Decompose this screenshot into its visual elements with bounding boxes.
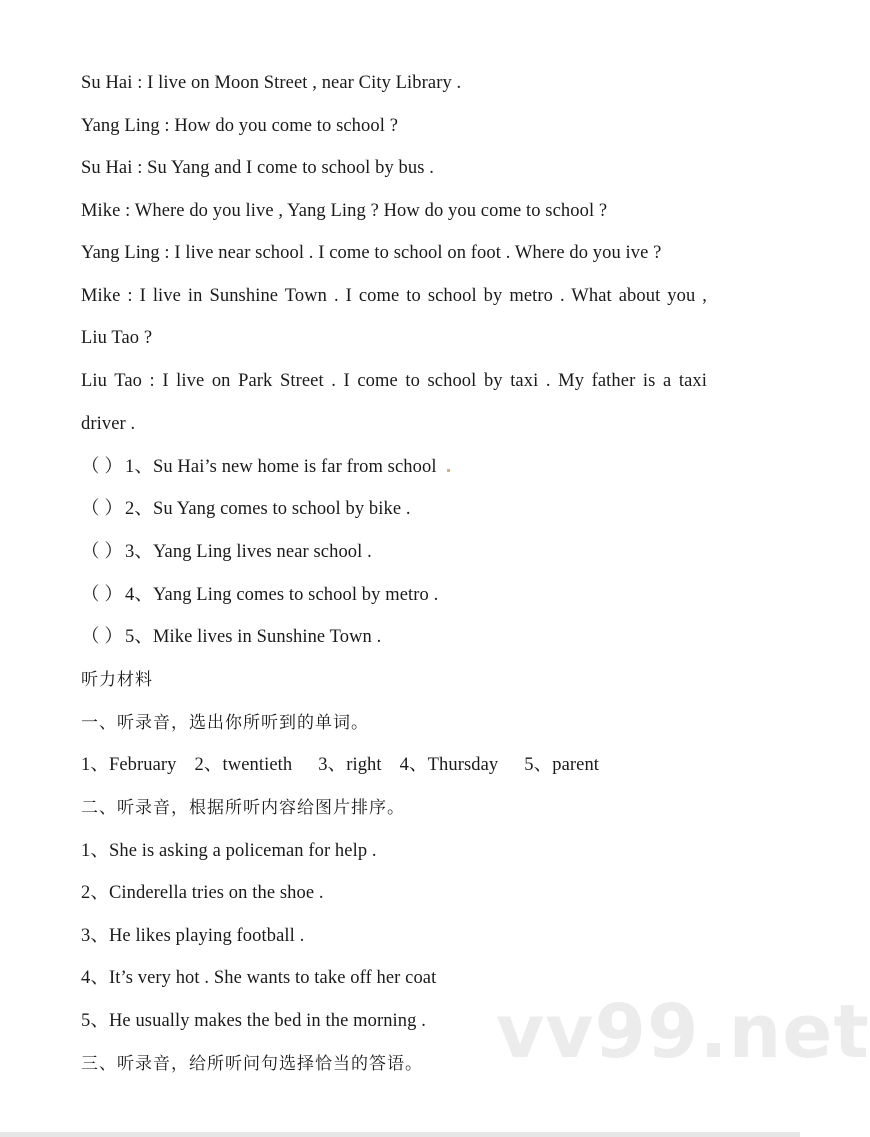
judgement-item: [81, 583, 438, 607]
page-bottom-edge: [0, 1132, 800, 1137]
statement-text: Yang Ling comes to school by metro .: [152, 585, 439, 605]
answer-blank: （ ）: [81, 627, 123, 647]
judgement-item: [81, 497, 411, 521]
dialogue-line: Liu Tao ?: [81, 328, 153, 348]
item-number: 1、: [125, 457, 153, 477]
section-heading: 二、听录音，根据所听内容给图片排序。: [81, 798, 405, 818]
section-title: 听力材料: [81, 670, 153, 690]
judgement-item: [81, 625, 381, 649]
statement-text: Mike lives in Sunshine Town .: [152, 627, 382, 647]
word-item: 1、February: [81, 755, 177, 775]
judgement-item: [81, 540, 372, 564]
section-heading: 三、听录音，给所听问句选择恰当的答语。: [81, 1054, 423, 1074]
listening-sentence: 4、It’s very hot . She wants to take off her coat: [81, 968, 437, 988]
listening-sentence: 1、She is asking a policeman for help .: [81, 841, 377, 861]
item-number: 5、: [125, 627, 153, 647]
dialogue-line: Su Hai : Su Yang and I come to school by bus .: [81, 158, 435, 178]
dialogue-line: Mike : Where do you live , Yang Ling ? How do you come to school ?: [81, 201, 608, 221]
word-item: 2、twentieth: [194, 755, 293, 775]
watermark: vv99.net: [496, 989, 870, 1075]
judgement-item: [81, 455, 450, 479]
statement-text: Su Hai’s new home is far from school: [152, 457, 437, 477]
listening-sentence: 5、He usually makes the bed in the morning .: [81, 1011, 426, 1031]
listening-sentence: 3、He likes playing football .: [81, 926, 305, 946]
dialogue-line: Su Hai : I live on Moon Street , near City Library .: [81, 73, 462, 93]
word-item: 5、parent: [524, 755, 600, 775]
item-number: 4、: [125, 585, 153, 605]
answer-blank: （ ）: [81, 542, 123, 562]
dialogue-line: Mike : I live in Sunshine Town . I come to school by metro . What about you ,: [81, 286, 707, 306]
word-list: [81, 753, 599, 777]
answer-blank: （ ）: [81, 499, 123, 519]
item-number: 3、: [125, 542, 153, 562]
section-heading: 一、听录音，选出你所听到的单词。: [81, 713, 369, 733]
dialogue-line: Yang Ling : How do you come to school ?: [81, 116, 399, 136]
listening-sentence: 2、Cinderella tries on the shoe .: [81, 883, 324, 903]
dialogue-line: Yang Ling : I live near school . I come to school on foot . Where do you ive ?: [81, 243, 662, 263]
dialogue-line: driver .: [81, 414, 136, 434]
answer-blank: （ ）: [81, 457, 123, 477]
answer-blank: （ ）: [81, 585, 123, 605]
dialogue-line: Liu Tao : I live on Park Street . I come to school by taxi . My father is a taxi: [81, 371, 707, 391]
stray-dot-mark: [447, 469, 450, 472]
statement-text: Yang Ling lives near school .: [152, 542, 372, 562]
word-item: 3、right: [318, 755, 382, 775]
word-item: 4、Thursday: [399, 755, 499, 775]
item-number: 2、: [125, 499, 153, 519]
statement-text: Su Yang comes to school by bike .: [152, 499, 411, 519]
